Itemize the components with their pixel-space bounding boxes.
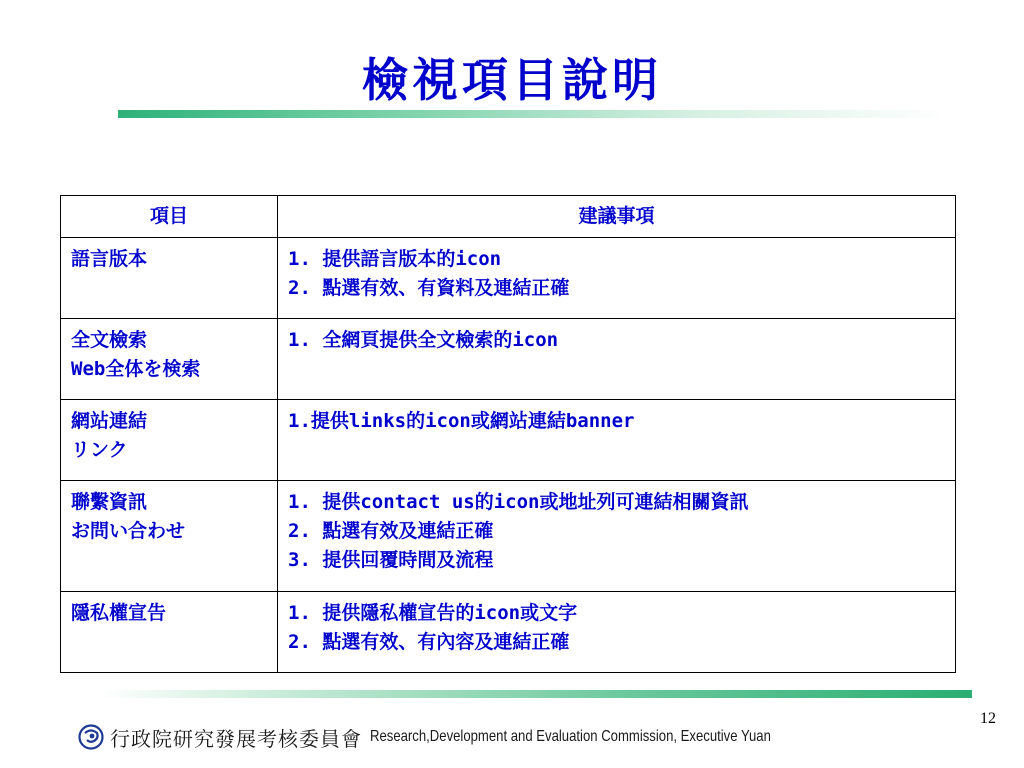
item-label: 隱私權宣告 xyxy=(71,602,167,624)
title-underline xyxy=(118,110,948,118)
suggestion-line: 1.提供links的icon或網站連結banner xyxy=(288,410,635,432)
item-label-jp: リンク xyxy=(71,439,128,461)
suggestion-cell xyxy=(278,592,956,673)
suggestion-cell xyxy=(278,400,956,481)
item-cell xyxy=(61,481,278,592)
item-label: 聯繫資訊 xyxy=(71,491,148,513)
item-cell xyxy=(61,400,278,481)
suggestion-cell xyxy=(278,481,956,592)
suggestion-line: 2. 點選有效及連結正確 xyxy=(288,520,494,542)
item-cell xyxy=(61,319,278,400)
table-row xyxy=(61,238,956,319)
item-label: 網站連結 xyxy=(71,410,148,432)
table-row xyxy=(61,400,956,481)
review-items-table xyxy=(60,195,956,673)
page-number: 12 xyxy=(980,710,996,727)
suggestion-line: 1. 提供contact us的icon或地址列可連結相關資訊 xyxy=(288,491,749,513)
suggestion-line: 3. 提供回覆時間及流程 xyxy=(288,549,494,571)
suggestion-line: 1. 提供隱私權宣告的icon或文字 xyxy=(288,602,578,624)
item-label: 語言版本 xyxy=(71,248,148,270)
item-label-jp: Web全体を検索 xyxy=(71,358,201,380)
header-item: 項目 xyxy=(61,196,278,238)
header-suggestions: 建議事項 xyxy=(278,196,956,238)
rdec-logo-icon xyxy=(78,724,104,750)
item-cell xyxy=(61,592,278,673)
suggestion-cell xyxy=(278,238,956,319)
footer xyxy=(78,720,859,754)
suggestion-line: 2. 點選有效、有資料及連結正確 xyxy=(288,277,570,299)
item-label-jp: お問い合わせ xyxy=(71,520,186,542)
table-row xyxy=(61,481,956,592)
item-label: 全文檢索 xyxy=(71,329,148,351)
footer-rule xyxy=(100,690,972,698)
suggestion-line: 1. 全網頁提供全文檢索的icon xyxy=(288,329,559,351)
suggestion-line: 1. 提供語言版本的icon xyxy=(288,248,502,270)
suggestion-cell xyxy=(278,319,956,400)
item-cell xyxy=(61,238,278,319)
table-row xyxy=(61,592,956,673)
table-row xyxy=(61,319,956,400)
table-header-row xyxy=(61,196,956,238)
org-name-english: Research,Development and Evaluation Commission, Executive Yuan xyxy=(370,728,771,745)
org-name-chinese: 行政院研究發展考核委員會 xyxy=(110,726,362,751)
slide-title: 檢視項目說明 xyxy=(362,53,662,107)
suggestion-line: 2. 點選有效、有內容及連結正確 xyxy=(288,631,570,653)
